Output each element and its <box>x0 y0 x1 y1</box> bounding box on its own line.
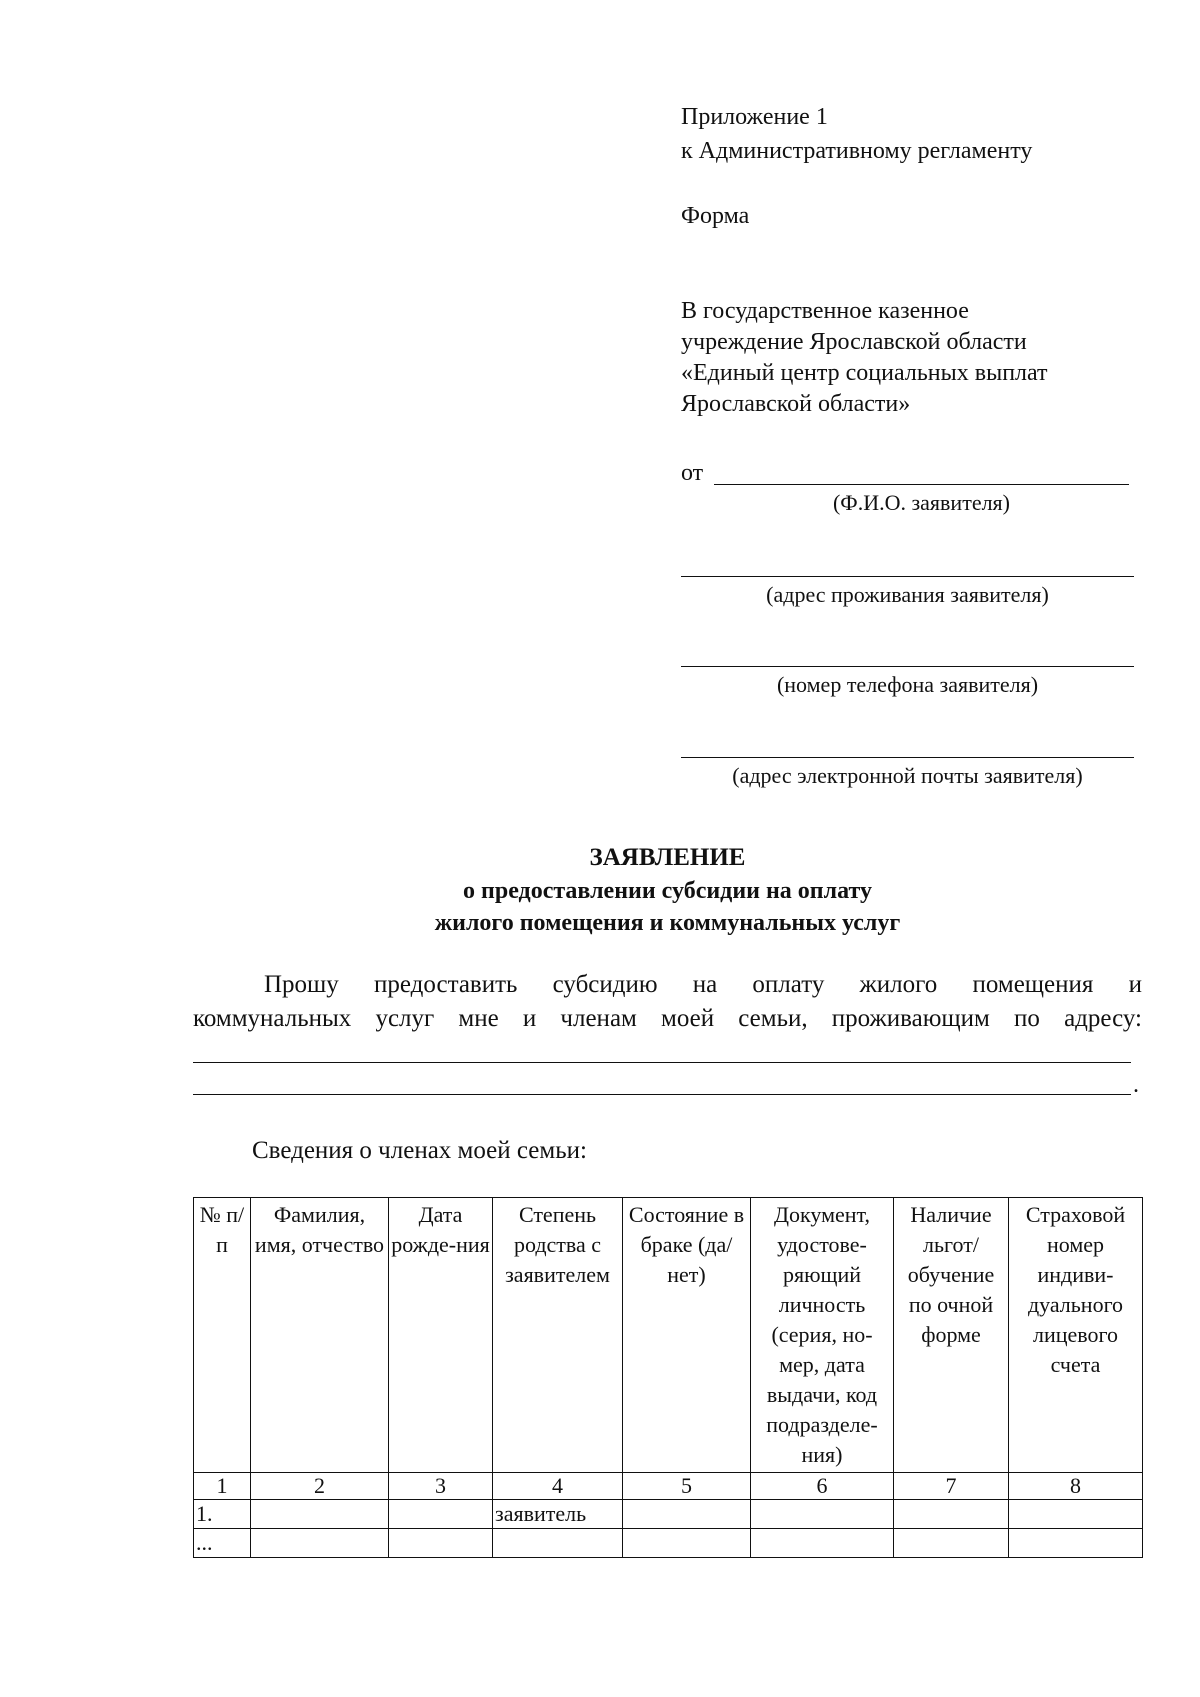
table-cell[interactable] <box>493 1529 623 1558</box>
addressee-line-3: «Единый центр социальных выплат <box>681 360 1048 386</box>
fio-field-line[interactable] <box>714 484 1129 485</box>
header-full-name: Фамилия, имя, отчество <box>251 1198 389 1473</box>
table-cell[interactable] <box>1009 1500 1143 1529</box>
table-cell[interactable] <box>623 1500 751 1529</box>
residence-address-line-1[interactable] <box>193 1062 1131 1063</box>
table-cell[interactable] <box>894 1500 1009 1529</box>
header-benefits: Наличие льгот/ обучение по очной форме <box>894 1198 1009 1473</box>
table-cell[interactable] <box>389 1500 493 1529</box>
header-relation: Степень родства с заявителем <box>493 1198 623 1473</box>
column-number: 8 <box>1009 1473 1143 1500</box>
address-field-line[interactable] <box>681 576 1134 577</box>
table-cell[interactable]: ... <box>194 1529 251 1558</box>
header-marital-status: Состояние в браке (да/нет) <box>623 1198 751 1473</box>
table-cell[interactable] <box>751 1529 894 1558</box>
addressee-line-1: В государственное казенное <box>681 298 969 324</box>
column-number: 2 <box>251 1473 389 1500</box>
column-number: 7 <box>894 1473 1009 1500</box>
phone-caption: (номер телефона заявителя) <box>776 672 1039 697</box>
column-number: 6 <box>751 1473 894 1500</box>
addressee-line-2: учреждение Ярославской области <box>681 329 1027 355</box>
column-number: 4 <box>493 1473 623 1500</box>
table-cell[interactable]: 1. <box>194 1500 251 1529</box>
column-number: 1 <box>194 1473 251 1500</box>
request-text-line-2: коммунальных услуг мне и членам моей семьи, проживающим по адресу: <box>193 1005 1142 1032</box>
table-row <box>194 1500 1143 1529</box>
form-label: Форма <box>681 203 750 229</box>
family-intro: Сведения о членах моей семьи: <box>252 1137 587 1164</box>
table-cell[interactable] <box>1009 1529 1143 1558</box>
document-subtitle-2: жилого помещения и коммунальных услуг <box>434 910 901 936</box>
phone-field-line[interactable] <box>681 666 1134 667</box>
table-cell[interactable] <box>894 1529 1009 1558</box>
request-text-line-1: Прошу предоставить субсидию на оплату жилого помещения и <box>264 971 1142 998</box>
table-cell[interactable]: заявитель <box>493 1500 623 1529</box>
table-header-row <box>194 1198 1143 1473</box>
table-cell[interactable] <box>623 1529 751 1558</box>
from-label: от <box>681 460 704 486</box>
addressee-line-4: Ярославской области» <box>681 391 911 417</box>
residence-address-line-2[interactable] <box>193 1094 1131 1095</box>
header-birth-date: Дата рожде-ния <box>389 1198 493 1473</box>
table-cell[interactable] <box>251 1500 389 1529</box>
column-number: 5 <box>623 1473 751 1500</box>
regulation-label: к Административному регламенту <box>681 138 1033 164</box>
document-title: ЗАЯВЛЕНИЕ <box>589 844 746 871</box>
family-members-table <box>193 1197 1143 1558</box>
fio-caption: (Ф.И.О. заявителя) <box>832 490 1011 515</box>
table-column-numbers-row <box>194 1473 1143 1500</box>
column-number: 3 <box>389 1473 493 1500</box>
table-cell[interactable] <box>251 1529 389 1558</box>
document-subtitle-1: о предоставлении субсидии на оплату <box>463 878 872 904</box>
email-caption: (адрес электронной почты заявителя) <box>732 763 1083 788</box>
header-number: № п/п <box>194 1198 251 1473</box>
header-snils: Страховой номер индиви-дуального лицевого счета <box>1009 1198 1143 1473</box>
email-field-line[interactable] <box>681 757 1134 758</box>
address-period: . <box>1133 1072 1139 1098</box>
appendix-label: Приложение 1 <box>681 104 828 130</box>
header-identity-document: Документ, удостове-ряющий личность (серия, но-мер, дата выдачи, код подразделе-ния) <box>751 1198 894 1473</box>
table-row <box>194 1529 1143 1558</box>
address-caption: (адрес проживания заявителя) <box>766 582 1049 607</box>
table-cell[interactable] <box>751 1500 894 1529</box>
table-cell[interactable] <box>389 1529 493 1558</box>
